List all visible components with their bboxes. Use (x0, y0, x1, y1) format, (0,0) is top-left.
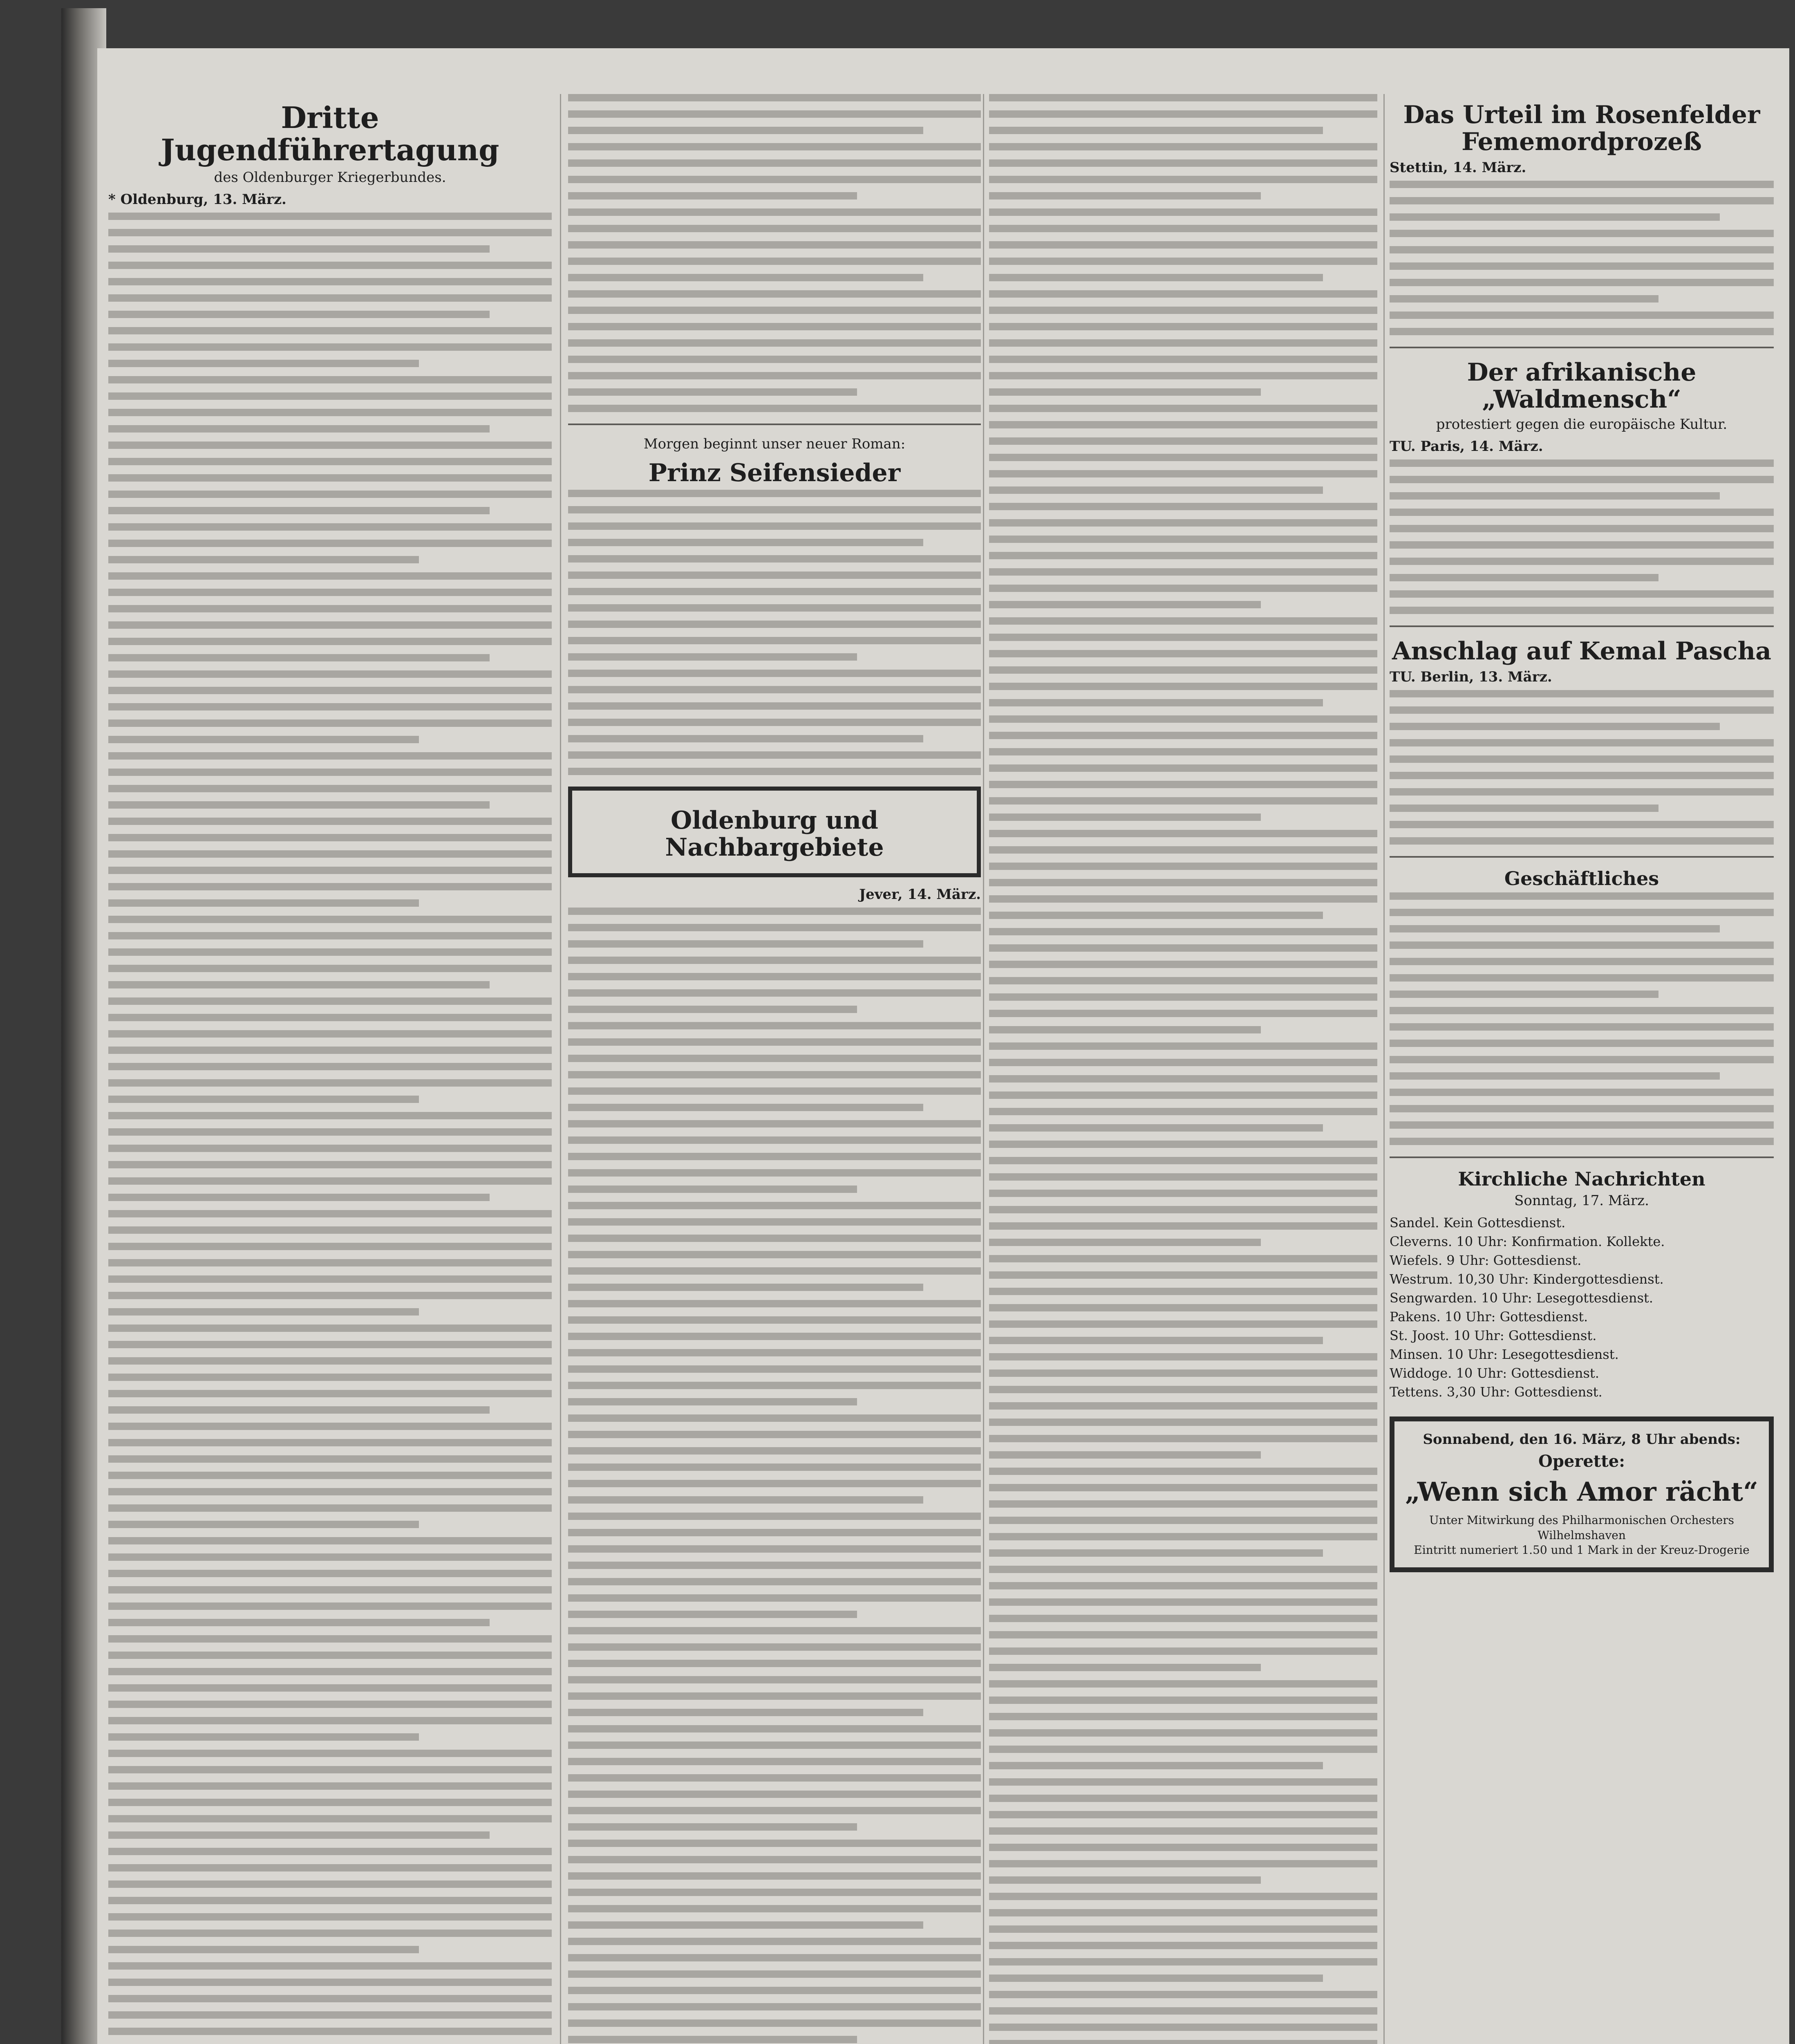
ad-line: Sonnabend, den 16. März, 8 Uhr abends: (1423, 1431, 1741, 1448)
local-news-body (568, 908, 981, 2044)
article-body (1390, 181, 1774, 335)
column-divider (560, 94, 561, 2044)
list-item: Minsen. 10 Uhr: Lesegottesdienst. (1390, 1347, 1619, 1363)
ad-line: Unter Mitwirkung des Philharmonischen Orchesters Wilhelmshaven (1429, 1513, 1734, 1542)
novel-blurb (568, 490, 981, 775)
article-body (1390, 690, 1774, 845)
list-item: Wiefels. 9 Uhr: Gottesdienst. (1390, 1253, 1582, 1269)
church-date: Sonntag, 17. März. (1514, 1192, 1649, 1209)
ad-line: Operette: (1538, 1452, 1625, 1471)
divider (1390, 347, 1774, 348)
list-item: St. Joost. 10 Uhr: Gottesdienst. (1390, 1328, 1597, 1344)
article-body-continued (568, 94, 981, 412)
advertisement-box (1390, 1416, 1774, 1572)
list-item: Tettens. 3,30 Uhr: Gottesdienst. (1390, 1384, 1603, 1400)
column-4 (1390, 94, 1774, 1572)
list-item: Cleverns. 10 Uhr: Konfirmation. Kollekte. (1390, 1234, 1665, 1250)
section-title: Oldenburg und Nachbargebiete (665, 806, 884, 862)
article-body (1390, 459, 1774, 614)
list-item: Westrum. 10,30 Uhr: Kindergottesdienst. (1390, 1271, 1664, 1287)
article-headline: Anschlag auf Kemal Pascha (1392, 637, 1772, 666)
article-headline: Das Urteil im Rosenfelder Fememordprozeß (1403, 101, 1760, 156)
ad-line: Eintritt numeriert 1.50 und 1 Mark in der Kreuz-Drogerie (1414, 1543, 1750, 1557)
section-title-box (568, 787, 981, 877)
divider (1390, 1156, 1774, 1158)
divider (1390, 856, 1774, 858)
local-news-body-2 (989, 94, 1377, 2044)
list-item: Sengwarden. 10 Uhr: Lesegottesdienst. (1390, 1290, 1653, 1306)
article-dateline: TU. Berlin, 13. März. (1390, 669, 1552, 685)
article-subhead: des Oldenburger Kriegerbundes. (214, 169, 446, 186)
novel-title: Prinz Seifensieder (648, 459, 901, 487)
business-body (1390, 892, 1774, 1145)
section-title: Geschäftliches (1504, 867, 1659, 890)
list-item: Sandel. Kein Gottesdienst. (1390, 1215, 1566, 1231)
divider (568, 424, 981, 425)
article-dateline: Stettin, 14. März. (1390, 159, 1526, 176)
article-headline: Dritte Jugendführertagung (161, 100, 499, 168)
article-body (108, 213, 552, 2044)
column-1 (108, 94, 552, 2044)
column-3 (989, 94, 1377, 2044)
section-title: Kirchliche Nachrichten (1458, 1168, 1705, 1190)
ad-title: „Wenn sich Amor rächt“ (1405, 1477, 1758, 1508)
column-2 (568, 94, 981, 2044)
list-item: Pakens. 10 Uhr: Gottesdienst. (1390, 1309, 1588, 1325)
article-headline: Der afrikanische „Waldmensch“ (1467, 358, 1697, 414)
divider (1390, 625, 1774, 627)
novel-notice: Morgen beginnt unser neuer Roman: (643, 436, 906, 452)
article-dateline: TU. Paris, 14. März. (1390, 438, 1543, 455)
article-dateline: * Oldenburg, 13. März. (108, 191, 286, 208)
section-dateline: Jever, 14. März. (859, 886, 981, 903)
column-divider (983, 94, 984, 2044)
list-item: Widdoge. 10 Uhr: Gottesdienst. (1390, 1365, 1599, 1381)
article-subhead: protestiert gegen die europäische Kultur. (1436, 416, 1728, 433)
column-divider (1383, 94, 1385, 2044)
